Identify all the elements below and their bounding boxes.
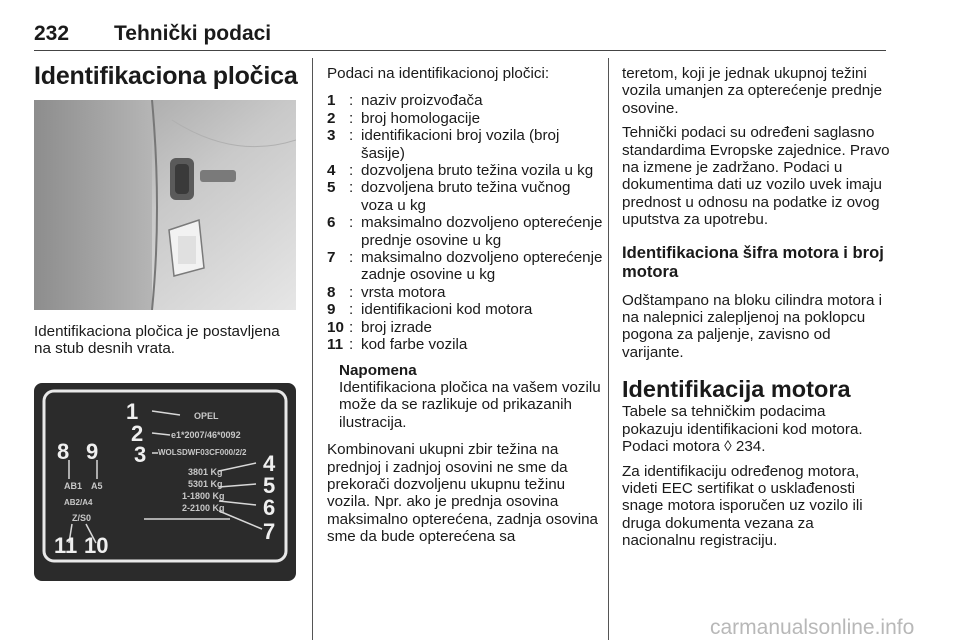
list-item: 10 : broj izrade bbox=[327, 318, 432, 336]
note-box bbox=[327, 362, 603, 432]
list-item: 7 : maksimalno dozvoljeno opterećenje zadnje osovine u kg bbox=[327, 249, 603, 284]
callout-5: 5 bbox=[263, 473, 276, 498]
column-2 bbox=[327, 65, 603, 546]
side-line-3: AB2/A4 bbox=[64, 498, 93, 507]
callout-3: 3 bbox=[134, 442, 147, 467]
watermark: carmanualsonline.info bbox=[710, 616, 915, 639]
callout-9: 9 bbox=[86, 439, 99, 464]
side-line-1: AB1 bbox=[64, 481, 83, 491]
section-title: Identifikaciona pločica bbox=[34, 62, 298, 90]
page-number: 232 bbox=[34, 22, 70, 45]
callout-7: 7 bbox=[263, 519, 276, 544]
list-item: 11 : kod farbe vozila bbox=[327, 336, 468, 354]
list-item: 6 : maksimalno dozvoljeno opterećenje prednje osovine u kg bbox=[327, 214, 603, 249]
side-line-2: A5 bbox=[91, 481, 103, 491]
plate-line-2: e1*2007/46*0092 bbox=[171, 430, 241, 440]
list-item: 3 : identifikacioni broj vozila (broj šasije) bbox=[327, 127, 560, 162]
callout-10: 10 bbox=[84, 533, 109, 558]
door-pillar-photo bbox=[34, 100, 296, 310]
plate-line-1: OPEL bbox=[194, 411, 219, 421]
photo-caption: Identifikaciona pločica je postavljena na stub desnih vrata. bbox=[34, 323, 280, 358]
door-pillar-illustration bbox=[34, 100, 296, 310]
callout-1: 1 bbox=[126, 399, 139, 424]
plate-diagram-svg bbox=[34, 383, 296, 581]
paragraph-engine-tables: Tabele sa tehničkim podacima pokazuju identifikacioni kod motora. Podaci motora ◊ 234. bbox=[622, 403, 863, 456]
list-item: 8 : vrsta motora bbox=[327, 283, 446, 301]
plate-data-intro: Podaci na identifikacionoj pločici: bbox=[327, 65, 550, 82]
paragraph-eec-certificate: Za identifikaciju određenog motora, videti EEC sertifikat o usklađenosti snage motora isporučen uz vozilo ili druga dokumenta vezana za nacionalnu registraciju. bbox=[622, 462, 863, 550]
callout-11: 11 bbox=[54, 533, 78, 558]
axle-weight-paragraph: Kombinovani ukupni zbir težina na prednjoj i zadnjoj osovini ne sme da prekorači dozvoljenu ukupnu težinu vozila. Npr. ako je prednja osovina maksimalno opterećena, zadnja osovina sme da bude opterećena sa bbox=[327, 441, 599, 546]
plate-line-7: 2-2100 Kg bbox=[182, 503, 225, 513]
list-item: 5 : dozvoljena bruto težina vučnog voza u kg bbox=[327, 179, 571, 214]
page-header bbox=[34, 22, 886, 50]
callout-2: 2 bbox=[131, 421, 144, 446]
heading-engine-identification: Identifikacija motora bbox=[622, 376, 851, 403]
callout-6: 6 bbox=[263, 495, 276, 520]
plate-line-4: 3801 Kg bbox=[188, 467, 223, 477]
callout-4: 4 bbox=[263, 451, 276, 476]
plate-data-list bbox=[327, 92, 603, 353]
note-title: Napomena bbox=[339, 361, 417, 379]
column-divider-1 bbox=[312, 58, 313, 640]
list-item: 2 : broj homologacije bbox=[327, 109, 481, 127]
plate-line-3: WOLSDWF03CF000/2/2 bbox=[158, 448, 247, 457]
list-item: 4 : dozvoljena bruto težina vozila u kg bbox=[327, 162, 594, 180]
list-item: 1 : naziv proizvođača bbox=[327, 92, 483, 110]
paragraph-continuation: teretom, koji je jednak ukupnoj težini vozila umanjen za opterećenje prednje osovine. bbox=[622, 65, 883, 117]
plate-line-6: 1-1800 Kg bbox=[182, 491, 225, 501]
plate-line-5: 5301 Kg bbox=[188, 479, 223, 489]
page-header-title: Tehnički podaci bbox=[114, 22, 272, 45]
paragraph-standards: Tehnički podaci su određeni saglasno standardima Evropske zajednice. Pravo na izmene je zadržano. Podaci u dokumentima dati uz vozilo uvek imaju prednost u odnosu na podatke iz ovog uputstva za upotrebu. bbox=[622, 124, 890, 229]
side-line-4: Z/S0 bbox=[72, 513, 92, 523]
header-rule bbox=[34, 50, 886, 51]
identification-plate-diagram bbox=[34, 383, 296, 581]
callout-8: 8 bbox=[57, 439, 70, 464]
paragraph-engine-code: Odštampano na bloku cilindra motora i na nalepnici zalepljenoj na poklopcu pogona za paljenje, zavisno od varijante. bbox=[622, 291, 883, 361]
list-item: 9 : identifikacioni kod motora bbox=[327, 301, 533, 319]
subheading-engine-code: Identifikaciona šifra motora i broj motora bbox=[622, 242, 884, 282]
note-text: Identifikaciona pločica na vašem vozilu može da se razlikuje od prikazanih ilustracija. bbox=[339, 378, 601, 431]
column-divider-2 bbox=[608, 58, 609, 640]
column-3 bbox=[622, 65, 890, 550]
